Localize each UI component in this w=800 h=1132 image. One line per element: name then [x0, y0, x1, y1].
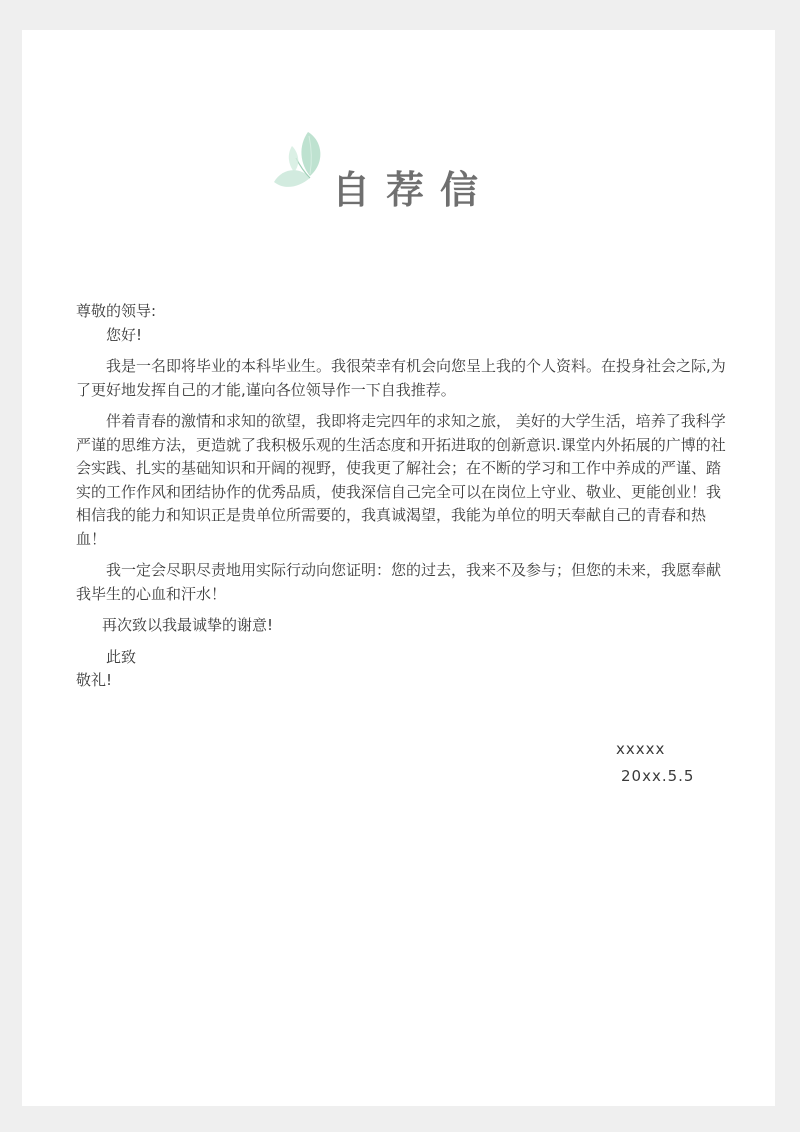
paragraph: 伴着青春的激情和求知的欲望，我即将走完四年的求知之旅， 美好的大学生活，培养了我科学严谨的思维方法，更造就了我积极乐观的生活态度和开拓进取的创新意识.课堂内外拓展的广博的社会实践、扎实的基础知识和开阔的视野，使我更了解社会；在不断的学习和工作中养成的严谨、踏实的工作作风和团结协作的优秀品质，使我深信自己完全可以在岗位上守业、敬业、更能创业！我相信我的能力和知识正是贵单位所需要的，我真诚渴望，我能为单位的明天奉献自己的青春和热血！: [76, 412, 726, 548]
page-title: 自荐信: [332, 168, 495, 212]
greeting: 您好!: [106, 325, 143, 344]
letter-page: [22, 30, 775, 1106]
salutation: 尊敬的领导:: [76, 302, 157, 320]
paragraph: 我一定会尽职尽责地用实际行动向您证明：您的过去，我来不及参与；但您的未来，我愿奉献我毕生的心血和汗水！: [76, 561, 722, 603]
letter-body: [76, 300, 726, 693]
title-header: [270, 128, 510, 218]
thanks-line: 再次致以我最诚挚的谢意!: [102, 616, 274, 634]
signature-date: 20xx.5.5: [621, 767, 695, 785]
signature-name: xxxxx: [616, 740, 666, 758]
paragraph: 我是一名即将毕业的本科毕业生。我很荣幸有机会向您呈上我的个人资料。在投身社会之际,为了更好地发挥自己的才能,谨向各位领导作一下自我推荐。: [76, 357, 726, 399]
closing-line-1: 此致: [106, 647, 137, 666]
leaf-icon: [270, 128, 340, 198]
signature-block: [616, 736, 694, 790]
closing-line-2: 敬礼!: [76, 671, 113, 689]
